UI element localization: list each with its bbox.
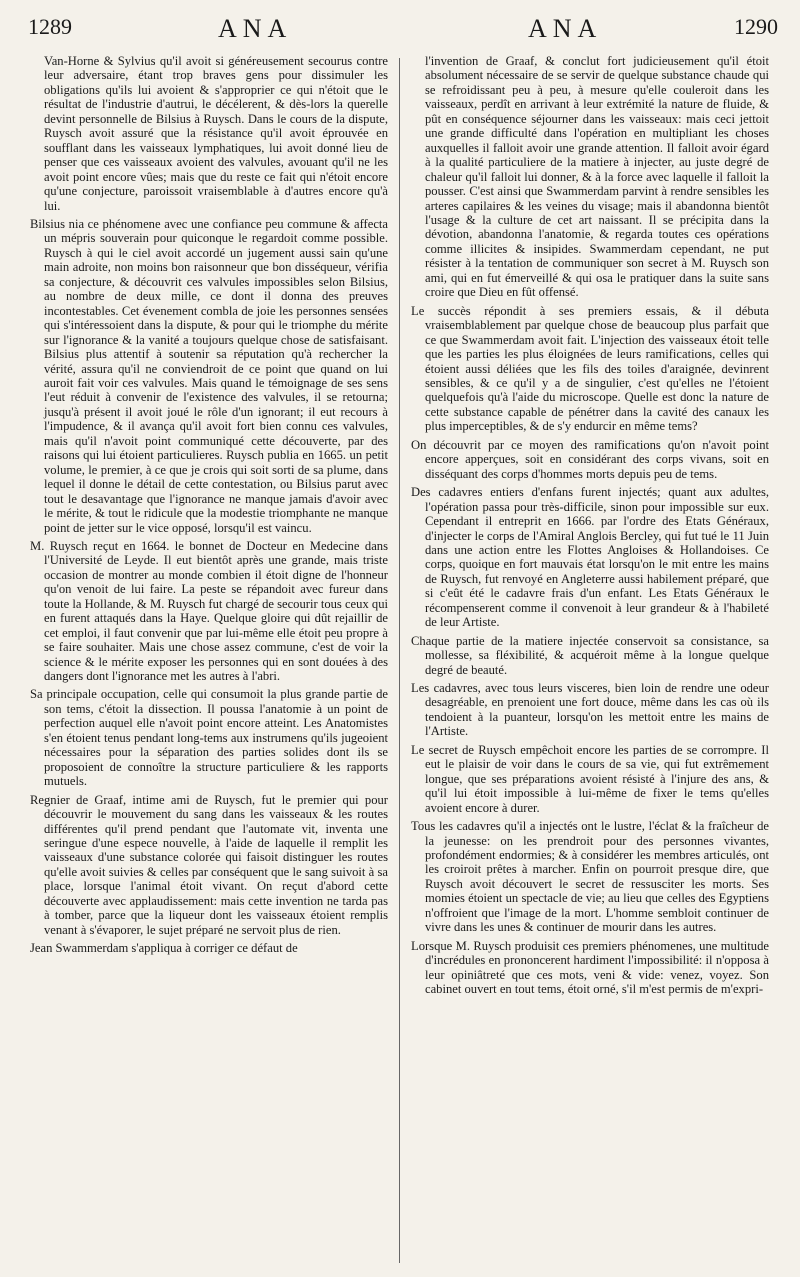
page-header — [28, 14, 778, 54]
running-head-right: ANA — [528, 14, 603, 43]
paragraph: Jean Swammerdam s'appliqua à corriger ce défaut de — [30, 941, 298, 956]
page-number-left: 1289 — [28, 14, 72, 39]
paragraph: Lorsque M. Ruysch produisit ces premiers phénomenes, une multitude d'incrédules en prononcerent hardiment l'impossibilité: il n'opposa à leur opiniâtreté que ces mots, veni & vide: venez, voyez. Son cabinet ouvert en tout tems, étoit orné, s'il m'est permis de m'expri- — [411, 938, 769, 997]
paragraph: Regnier de Graaf, intime ami de Ruysch, fut le premier qui pour découvrir le mouvement du sang dans les vaisseaux & les routes différentes qu'il prend pendant que l'automate vit, inventa une seringue d'une espece nouvelle, à l'aide de laquelle il remplit les vaisseaux d'une substance colorée qui faisoit distinguer les routes qu'elle avoit suivies & celles par conséquent que le sang suivoit à sa place, lorsque l'animal étoit vivant. On reçut d'abord cette découverte avec applaudissement: mais cette invention ne tarda pas à tomber, parce que la liqueur dont les vaisseaux étoient remplis venant à s'évaporer, le sujet préparé ne servoit plus de rien. — [30, 792, 388, 937]
paragraph: Des cadavres entiers d'enfans furent injectés; quant aux adultes, l'opération passa pour très-difficile, sinon pour impossible sur eux. Cependant il entreprit en 1666. par l'ordre des Etats Généraux, d'injecter le corps de l'Amiral Anglois Bercley, qui fut tué le 11 Juin dans une action entre les Flottes Angloises & Hollandoises. Ce corps, quoique en fort mauvais état lorsqu'on le mit entre les mains de Ruysch, fut renvoyé en Angleterre aussi habilement préparé, que si c'eût été le cadavre frais d'un enfant. Les Etats Généraux le récompenserent comme il convenoit à leur grandeur & à l'habileté de leur Artiste. — [411, 485, 769, 630]
right-column — [411, 54, 769, 1266]
paragraph: Le succès répondit à ses premiers essais, & il débuta vraisemblablement par quelque chose de beaucoup plus parfait que ce que Swammerdam avoit fait. L'injection des vaisseaux étoit telle que les parties les plus éloignées de leurs ramifications, celles qui étoient aussi déliées que les fils des toiles d'araignée, devinrent sensibles, & ce qu'il y a de singulier, c'est qu'elles ne l'étoient quelquefois qu'à l'aide du microscope. Quelle est donc la nature de cette substance capable de pénétrer dans la cavité des canaux les plus imperceptibles, & de s'y endurcir en même tems? — [411, 303, 769, 434]
paragraph: Sa principale occupation, celle qui consumoit la plus grande partie de son tems, c'étoit la dissection. Il poussa l'anatomie à un point de perfection auquel elle n'avoit point encore atteint. Les Anatomistes s'en étoient tenus pendant long-tems aux instrumens qu'ils jugeoient nécessaires pour la séparation des parties solides dont ils se proposoient de connoître la structure particuliere & les rapports mutuels. — [30, 687, 388, 789]
running-head-left: ANA — [218, 14, 293, 43]
paragraph: Chaque partie de la matiere injectée conservoit sa consistance, sa mollesse, sa fléxibilité, & acquéroit même à la longue quelque degré de beauté. — [411, 633, 769, 677]
paragraph: Tous les cadavres qu'il a injectés ont le lustre, l'éclat & la fraîcheur de la jeunesse: on les prendroit pour des personnes vivantes, profondément endormies; & à considérer les membres articulés, ont les croiroit prêtes à marcher. Enfin on pourroit presque dire, que Ruysch avoit découvert le secret de ressusciter les morts. Ses momies étoient un spectacle de vie; au lieu que celles des Egyptiens n'offroient que l'image de la mort. L'homme sembloit continuer de vivre dans les unes & continuer de mourir dans les autres. — [411, 819, 769, 935]
left-column — [30, 54, 388, 1266]
paragraph: Bilsius nia ce phénomene avec une confiance peu commune & affecta un mépris souverain pour quiconque le regardoit comme possible. Ruysch à qui le ciel avoit accordé un jugement aussi sain qu'une main adroite, non moins bon raisonneur que bon disséqueur, vérifia sa conjecture, & découvrit ces valvules impossibles selon Bilsius, au nombre de deux mille, ce dont il donna des preuves incontestables. Cet évenement combla de joie les personnes sensées qui s'intéressoient dans la dispute, & pour qui le triomphe du mérite sur l'ignorance & la vanité a toujours quelque chose de satisfaisant. Bilsius plus attentif à soutenir sa réputation qu'à rechercher la vérité, assura qu'il ne conviendroit de ce point que quand on lui auroit fait voir ces valvules. Mais quand le témoignage de ses sens l'eut réduit à convenir de l'existence des valvules, il se retourna; jusqu'à présent il avoit joué le rôle d'un ignorant; il eut recours à l'impudence, & il avança qu'il avoit fort bien connu ces valvules, mais qu'il n'avoit point communiqué cette découverte, par des raisons qui lui étoient particulieres. Ruysch publia en 1665. un petit volume, le premier, à ce que je crois qui soit sorti de sa plume, dans lequel il donne le détail de cette contestation, ou Bilsius parut avec tout le desavantage que l'ignorance ne manque jamais d'avoir avec le mérite, & tout le ridicule que la modestie triomphante ne manque point de jetter sur le vice opposé, lorsqu'il est vaincu. — [30, 216, 388, 535]
paragraph: Van-Horne & Sylvius qu'il avoit si généreusement secourus contre leur adversaire, étant trop braves gens pour dissimuler les obligations qu'ils lui avoient & s'approprier ce qui n'étoit que le résultat de l'industrie d'autrui, le décélerent, & dès-lors la querelle devint personnelle de Bilsius à Ruysch. Dans le cours de la dispute, Ruysch avoit assuré que la résistance qu'il avoit éprouvée en soufflant dans les vaisseaux lymphatiques, lui avoit donné lieu de penser que ces vaisseaux avoient des valvules, avouant qu'il ne les avoit point encore vûes; mais que du reste ce fait qui n'étoit encore qu'une conjecture, paroissoit vraisemblable à d'autres encore qu'à lui. — [44, 54, 388, 213]
paragraph: Les cadavres, avec tous leurs visceres, bien loin de rendre une odeur desagréable, en prenoient une fort douce, même dans les cas où ils tendoient à la puanteur, lorsqu'on les mettoit entre les mains de l'Artiste. — [411, 681, 769, 739]
page-number-right: 1290 — [734, 14, 778, 39]
paragraph: On découvrit par ce moyen des ramifications qu'on n'avoit point encore apperçues, soit en considérant des corps vivans, soit en disséquant des corps d'hommes morts depuis peu de tems. — [411, 437, 769, 481]
paragraph: Le secret de Ruysch empêchoit encore les parties de se corrompre. Il eut le plaisir de voir dans le cours de sa vie, qui fut extrêmement longue, que ses préparations avoient résisté à l'injure des ans, & qu'il lui étoit impossible à lui-même de fixer le tems qu'elles avoient encore à durer. — [411, 742, 769, 815]
paragraph: l'invention de Graaf, & conclut fort judicieusement qu'il étoit absolument nécessaire de se servir de quelque substance chaude qui se refroidissant peu à peu, à mesure qu'elle couleroit dans les vaisseaux, perdît en arrivant à leur extrémité la nature de fluide, & pût en conséquence séjourner dans les vaisseaux: mais ceci jettoit une grande difficulté dans l'opération en multipliant les choses auxquelles il falloit avoir une grande attention. Il falloit avoir égard à la qualité particuliere de la matiere à injecter, au juste degré de chaleur qu'il falloit lui donner, & à la force avec laquelle il falloit la pousser. C'est ainsi que Swammerdam parvint à rendre sensibles les arteres capilaires & les veines du visage; mais il abandonna bientôt l'usage & la culture de cet art naissant. Il se précipita dans la dévotion, abandonna l'anatomie, & regarda toutes ces opérations comme illicites & insipides. Swammerdam cependant, ne put résister à la tentation de communiquer son secret à M. Ruysch son ami, qui en fut émerveillé & qui osa le pratiquer dans la suite sans croire que Dieu en fût offensé. — [425, 54, 769, 300]
column-divider — [399, 58, 400, 1263]
paragraph: M. Ruysch reçut en 1664. le bonnet de Docteur en Medecine dans l'Université de Leyde. Il eut bientôt après une grande, mais triste occasion de montrer au monde combien il étoit digne de l'honneur qu'on venoit de lui faire. La peste se répandoit avec fureur dans toute la Hollande, & M. Ruysch fut chargé de secourir tous ceux qui en furent attaqués dans la Haye. Quelque gloire qui dût rejaillir de cet emploi, il faut convenir que par lui-même elle étoit peu propre à se faire souhaiter. Mais une chose assez commune, c'est de voir la science & le mérite exposer les personnes qui en sont douées à des dangers dont l'ignorance met les autres à l'abri. — [30, 538, 388, 684]
